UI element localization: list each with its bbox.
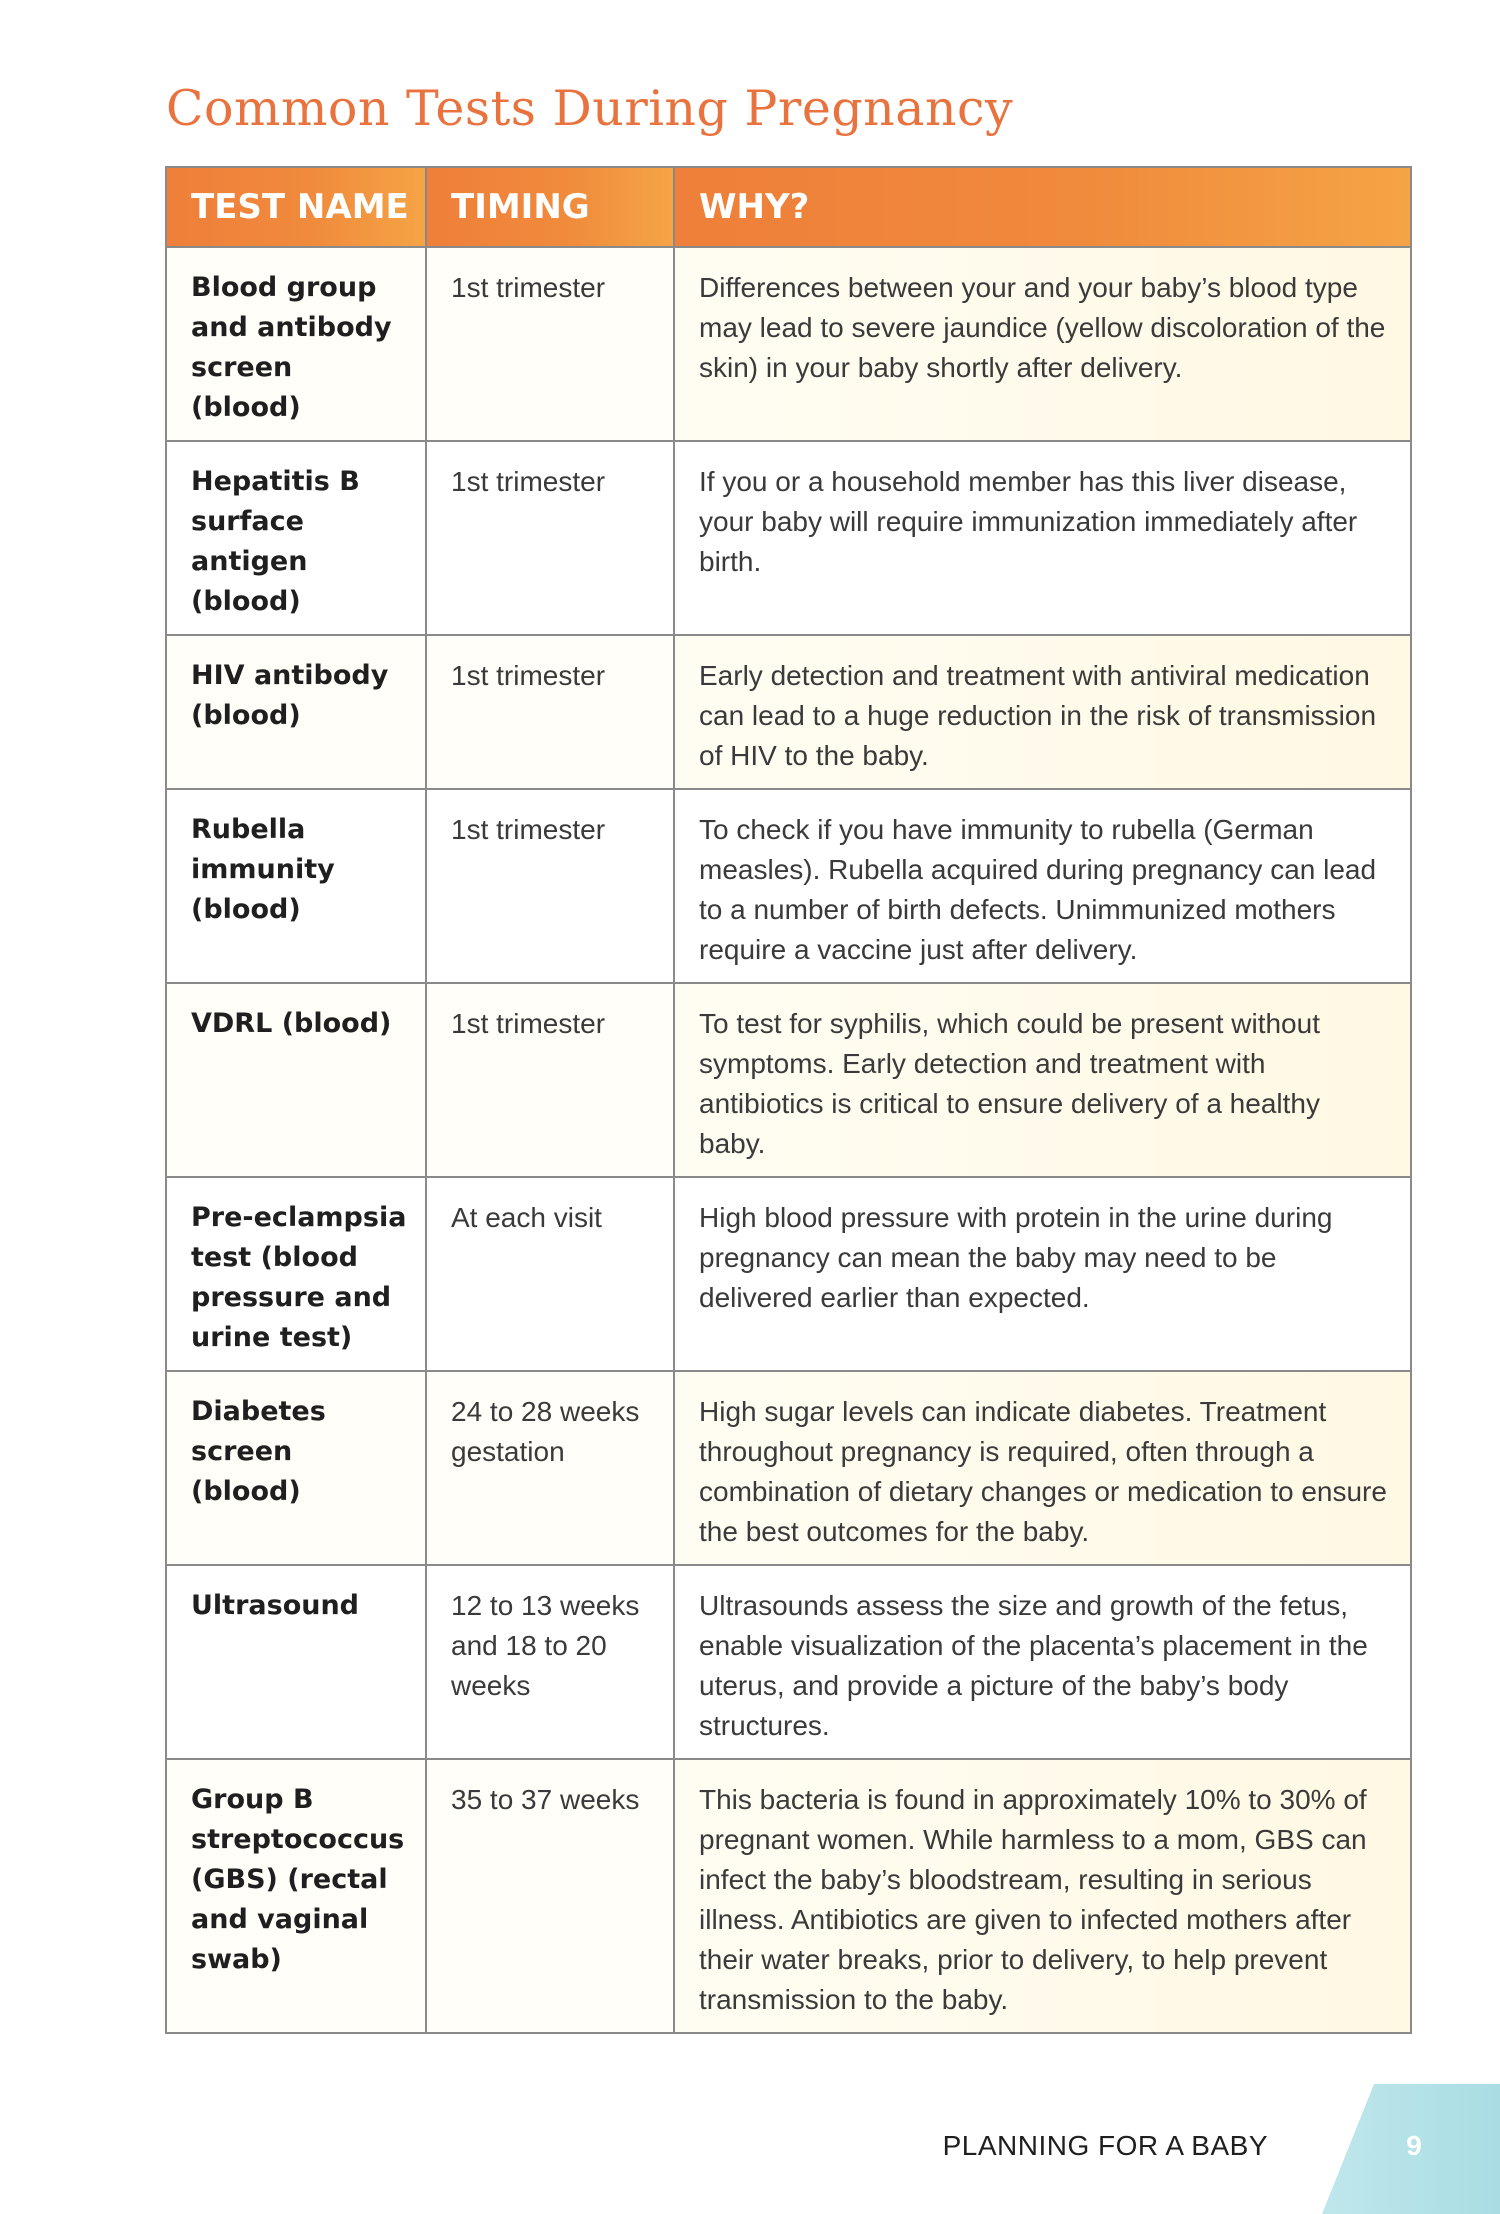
table-row <box>166 983 1411 1177</box>
why-cell: Early detection and treatment with antiviral medication can lead to a huge reduction in the risk of transmission of HIV to the baby. <box>674 635 1411 789</box>
table-header-row <box>166 167 1411 247</box>
header-timing: TIMING <box>426 167 674 247</box>
timing-cell: 1st trimester <box>426 635 674 789</box>
header-why: WHY? <box>674 167 1411 247</box>
timing-cell: 24 to 28 weeks gestation <box>426 1371 674 1565</box>
table-row <box>166 247 1411 441</box>
why-cell: Ultrasounds assess the size and growth of the fetus, enable visualization of the placenta’s placement in the uterus, and provide a picture of the baby’s body structures. <box>674 1565 1411 1759</box>
test-name-cell: Rubella immunity (blood) <box>166 789 426 983</box>
why-cell: To test for syphilis, which could be present without symptoms. Early detection and treatment with antibiotics is critical to ensure delivery of a healthy baby. <box>674 983 1411 1177</box>
test-name-cell: VDRL (blood) <box>166 983 426 1177</box>
header-test-name: TEST NAME <box>166 167 426 247</box>
timing-cell: 35 to 37 weeks <box>426 1759 674 2033</box>
why-cell: If you or a household member has this liver disease, your baby will require immunization immediately after birth. <box>674 441 1411 635</box>
table-row <box>166 1565 1411 1759</box>
test-name-cell: Ultrasound <box>166 1565 426 1759</box>
why-cell: This bacteria is found in approximately 10% to 30% of pregnant women. While harmless to a mom, GBS can infect the baby’s bloodstream, resulting in serious illness. Antibiotics are given to infected mothers after their water breaks, prior to delivery, to help prevent transmission to the baby. <box>674 1759 1411 2033</box>
why-cell: To check if you have immunity to rubella (German measles). Rubella acquired during pregnancy can lead to a number of birth defects. Unimmunized mothers require a vaccine just after delivery. <box>674 789 1411 983</box>
table-row <box>166 1177 1411 1371</box>
why-cell: High sugar levels can indicate diabetes. Treatment throughout pregnancy is required, often through a combination of dietary changes or medication to ensure the best outcomes for the baby. <box>674 1371 1411 1565</box>
test-name-cell: Hepatitis B surface antigen (blood) <box>166 441 426 635</box>
test-name-cell: Group B streptococcus (GBS) (rectal and vaginal swab) <box>166 1759 426 2033</box>
table-row <box>166 635 1411 789</box>
timing-cell: 1st trimester <box>426 441 674 635</box>
timing-cell: 1st trimester <box>426 789 674 983</box>
timing-cell: 1st trimester <box>426 983 674 1177</box>
table-row <box>166 1759 1411 2033</box>
timing-cell: At each visit <box>426 1177 674 1371</box>
timing-cell: 12 to 13 weeks and 18 to 20 weeks <box>426 1565 674 1759</box>
table-row <box>166 789 1411 983</box>
test-name-cell: HIV antibody (blood) <box>166 635 426 789</box>
why-cell: Differences between your and your baby’s blood type may lead to severe jaundice (yellow discoloration of the skin) in your baby shortly after delivery. <box>674 247 1411 441</box>
table-row <box>166 1371 1411 1565</box>
why-cell: High blood pressure with protein in the urine during pregnancy can mean the baby may need to be delivered earlier than expected. <box>674 1177 1411 1371</box>
timing-cell: 1st trimester <box>426 247 674 441</box>
test-name-cell: Pre-eclampsia test (blood pressure and urine test) <box>166 1177 426 1371</box>
page-number: 9 <box>1406 2130 1422 2161</box>
tests-table <box>165 166 1412 2034</box>
table-row <box>166 441 1411 635</box>
test-name-cell: Blood group and antibody screen (blood) <box>166 247 426 441</box>
page-title: Common Tests During Pregnancy <box>166 80 1014 137</box>
test-name-cell: Diabetes screen (blood) <box>166 1371 426 1565</box>
section-footer-label: PLANNING FOR A BABY <box>942 2130 1268 2161</box>
